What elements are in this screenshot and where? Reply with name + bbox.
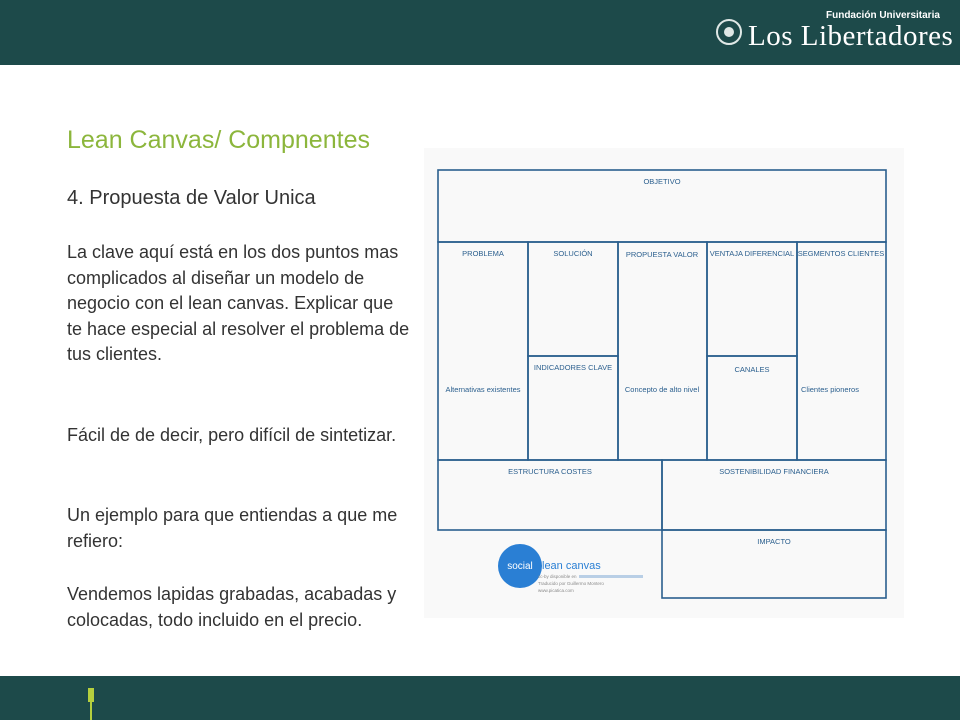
label-impacto: IMPACTO [757, 537, 791, 546]
slide-subtitle: 4. Propuesta de Valor Unica [67, 187, 316, 209]
paragraph-4: Vendemos lapidas grabadas, acabadas y colocadas, todo incluido en el precio. [67, 584, 397, 630]
label-estructura: ESTRUCTURA COSTES [508, 467, 592, 476]
brand-name: Los Libertadores [748, 20, 954, 52]
paragraph-3: Un ejemplo para que entiendas a que me refiero: [67, 505, 398, 551]
label-propuesta: PROPUESTA VALOR [625, 250, 699, 259]
social-lean-canvas-logo [498, 544, 643, 593]
cell-solucion [528, 242, 618, 356]
label-solucion: SOLUCIÓN [553, 249, 593, 258]
credit-line-2: Traducido por Guillermo Montero [538, 581, 604, 586]
cell-segmentos [797, 242, 886, 460]
label-ventaja: VENTAJA DIFERENCIAL [709, 249, 795, 258]
header-bar [0, 0, 960, 65]
footer-accent-line [90, 702, 92, 720]
logo-social-text: social [507, 561, 533, 572]
footer-accent-mark [88, 688, 94, 702]
label-indicadores: INDICADORES CLAVE [533, 363, 613, 372]
lean-canvas-diagram [424, 148, 904, 618]
label-objetivo: OBJETIVO [643, 177, 681, 186]
label-sostenibilidad: SOSTENIBILIDAD FINANCIERA [719, 467, 829, 476]
seal-icon [716, 19, 742, 45]
credit-line-3: www.picatica.com [538, 588, 574, 593]
cell-problema [438, 242, 528, 460]
paragraph-2: Fácil de de decir, pero difícil de sintetizar. [67, 425, 397, 445]
label-canales: CANALES [734, 365, 770, 374]
label-alternativas: Alternativas existentes [445, 385, 521, 394]
credit-url-link[interactable] [579, 575, 643, 578]
brand-subtitle: Fundación Universitaria [826, 10, 940, 21]
label-concepto: Concepto de alto nivel [624, 385, 700, 394]
footer-bar [0, 676, 960, 720]
slide-title: Lean Canvas/ Compnentes [67, 126, 370, 154]
label-segmentos: SEGMENTOS CLIENTES [797, 249, 885, 258]
brand-logo [716, 10, 954, 56]
credit-line-1: cc-by disponible en [538, 574, 577, 579]
label-problema: PROBLEMA [462, 249, 504, 258]
lean-canvas-image [424, 148, 904, 618]
label-pioneros: Clientes pioneros [801, 385, 859, 394]
paragraph-1: La clave aquí está en los dos puntos mas complicados al diseñar un modelo de negocio con el lean canvas. Explicar que te hace especial al resolver el problema de tus clientes. [67, 242, 410, 364]
logo-lean-text: lean canvas [542, 560, 601, 572]
cell-propuesta [618, 242, 707, 460]
cell-ventaja [707, 242, 797, 356]
